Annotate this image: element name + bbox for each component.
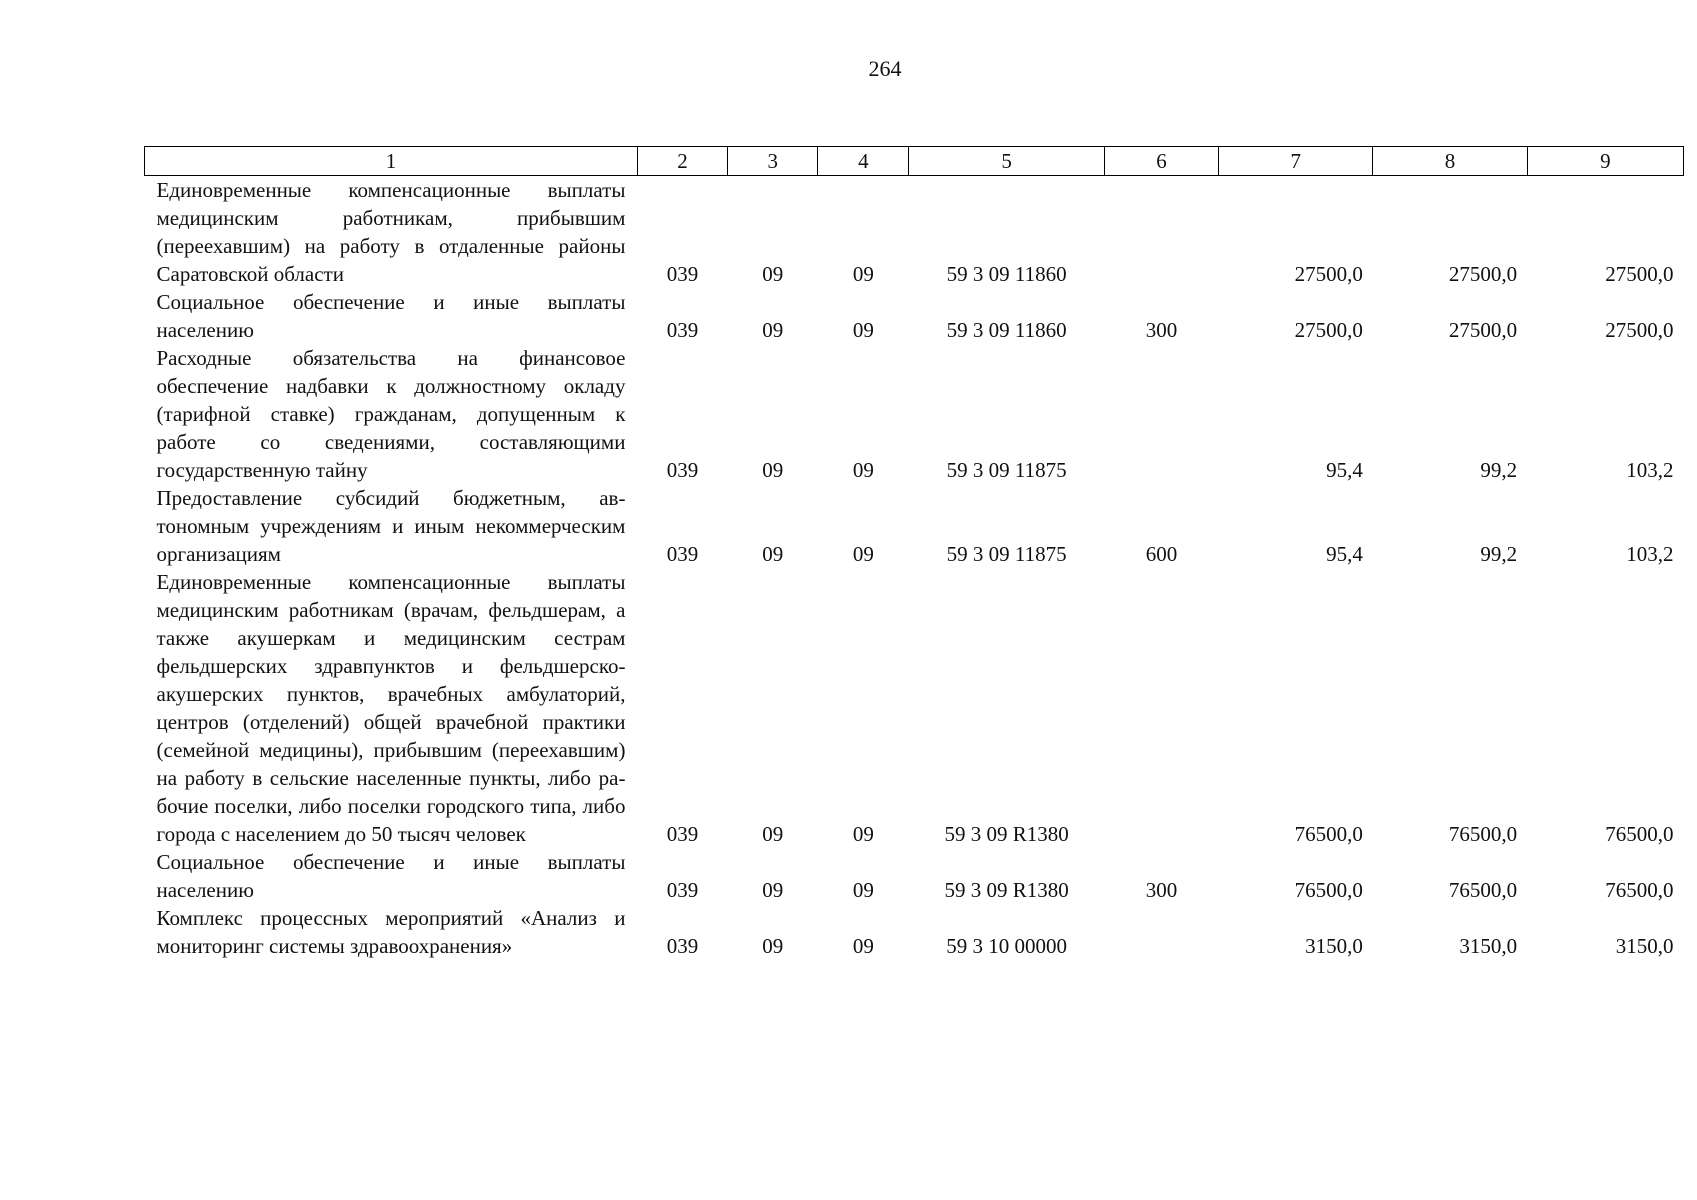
column-header-3: 3 xyxy=(728,147,818,176)
amount-col-7: 76500,0 xyxy=(1294,878,1363,902)
amount-col-9: 27500,0 xyxy=(1605,318,1674,342)
amount-col-8: 99,2 xyxy=(1480,542,1518,566)
target-article-code: 59 3 10 00000 xyxy=(946,934,1068,958)
table-row xyxy=(145,904,1684,960)
amount-col-8: 27500,0 xyxy=(1448,262,1518,286)
section-code: 09 xyxy=(762,318,784,342)
amount-col-7: 76500,0 xyxy=(1294,822,1363,846)
amount-col-7: 27500,0 xyxy=(1294,318,1363,342)
amount-col-7: 95,4 xyxy=(1326,458,1363,482)
administrator-code: 039 xyxy=(666,822,699,846)
target-article-code: 59 3 09 11875 xyxy=(946,542,1067,566)
administrator-code: 039 xyxy=(666,878,699,902)
amount-col-9: 3150,0 xyxy=(1615,934,1674,958)
target-article-code: 59 3 09 11860 xyxy=(946,262,1067,286)
column-header-6: 6 xyxy=(1104,147,1218,176)
column-header-1: 1 xyxy=(145,147,638,176)
table-row xyxy=(145,176,1684,289)
subsection-code: 09 xyxy=(852,878,874,902)
expense-type-code xyxy=(1104,344,1218,484)
line-item-name: Единовременные компенсационные выплаты медицинским работникам (врачам, фельдшерам, а также акушеркам и медицинским сестрам фельдшерских здравпунктов и фельдшерско-акушерских пунктов, врачебных амбулаторий, центров (отделений) общей врачебной практики (семейной медицины), прибывшим (переехавшим) на работу в сельские населенные пункты, либо рабочие поселки, либо поселки городского типа, либо города с населением до 50 тысяч человек xyxy=(156,570,626,846)
table-body xyxy=(145,176,1684,961)
amount-col-8: 76500,0 xyxy=(1448,878,1518,902)
column-header-4: 4 xyxy=(818,147,909,176)
target-article-code: 59 3 09 R1380 xyxy=(944,822,1069,846)
table-row xyxy=(145,288,1684,344)
subsection-code: 09 xyxy=(852,458,874,482)
target-article-code: 59 3 09 11860 xyxy=(946,318,1067,342)
line-item-name: Социальное обеспечение и иные выплаты населению xyxy=(156,850,626,902)
administrator-code: 039 xyxy=(666,542,699,566)
section-code: 09 xyxy=(762,542,784,566)
expense-type-code: 300 xyxy=(1145,878,1178,902)
line-item-name: Комплекс процессных мероприятий «Анализ и мониторинг системы здравоохранения» xyxy=(156,906,626,958)
subsection-code: 09 xyxy=(852,822,874,846)
expense-type-code xyxy=(1104,568,1218,848)
column-header-8: 8 xyxy=(1373,147,1527,176)
amount-col-7: 27500,0 xyxy=(1294,262,1363,286)
column-header-2: 2 xyxy=(637,147,727,176)
amount-col-7: 95,4 xyxy=(1326,542,1363,566)
table-row xyxy=(145,848,1684,904)
amount-col-9: 103,2 xyxy=(1626,458,1674,482)
section-code: 09 xyxy=(762,822,784,846)
table-row xyxy=(145,568,1684,848)
subsection-code: 09 xyxy=(852,318,874,342)
column-header-9: 9 xyxy=(1527,147,1683,176)
page-number: 264 xyxy=(868,56,902,81)
budget-table xyxy=(144,146,1684,960)
line-item-name: Предоставление субсидий бюджетным, автономным учреждениям и иным некоммерческим организациям xyxy=(156,486,626,566)
section-code: 09 xyxy=(762,458,784,482)
table-header xyxy=(145,147,1684,176)
amount-col-9: 76500,0 xyxy=(1605,822,1674,846)
table-row xyxy=(145,484,1684,568)
line-item-name: Единовременные компенсационные выплаты медицинским работникам, прибывшим (переехавшим) на работу в отдаленные районы Саратовской области xyxy=(156,178,626,286)
section-code: 09 xyxy=(762,262,784,286)
subsection-code: 09 xyxy=(852,262,874,286)
expense-type-code: 600 xyxy=(1145,542,1178,566)
administrator-code: 039 xyxy=(666,458,699,482)
subsection-code: 09 xyxy=(852,934,874,958)
line-item-name: Социальное обеспечение и иные выплаты населению xyxy=(156,290,626,342)
header-row xyxy=(145,147,1684,176)
amount-col-8: 99,2 xyxy=(1480,458,1518,482)
amount-col-9: 27500,0 xyxy=(1605,262,1674,286)
section-code: 09 xyxy=(762,878,784,902)
amount-col-9: 76500,0 xyxy=(1605,878,1674,902)
target-article-code: 59 3 09 R1380 xyxy=(944,878,1069,902)
expense-type-code xyxy=(1104,904,1218,960)
administrator-code: 039 xyxy=(666,318,699,342)
table-row xyxy=(145,344,1684,484)
subsection-code: 09 xyxy=(852,542,874,566)
section-code: 09 xyxy=(762,934,784,958)
amount-col-8: 76500,0 xyxy=(1448,822,1518,846)
expense-type-code xyxy=(1104,176,1218,289)
line-item-name: Расходные обязательства на финансовое обеспечение надбавки к должностному окладу (тарифной ставке) гражданам, допущенным к работе со сведениями, составляющими государственную тайну xyxy=(156,346,626,482)
column-header-5: 5 xyxy=(909,147,1104,176)
administrator-code: 039 xyxy=(666,934,699,958)
administrator-code: 039 xyxy=(666,262,699,286)
column-header-7: 7 xyxy=(1219,147,1373,176)
amount-col-8: 27500,0 xyxy=(1448,318,1518,342)
amount-col-9: 103,2 xyxy=(1626,542,1674,566)
amount-col-8: 3150,0 xyxy=(1459,934,1518,958)
expense-type-code: 300 xyxy=(1145,318,1178,342)
amount-col-7: 3150,0 xyxy=(1305,934,1363,958)
target-article-code: 59 3 09 11875 xyxy=(946,458,1067,482)
